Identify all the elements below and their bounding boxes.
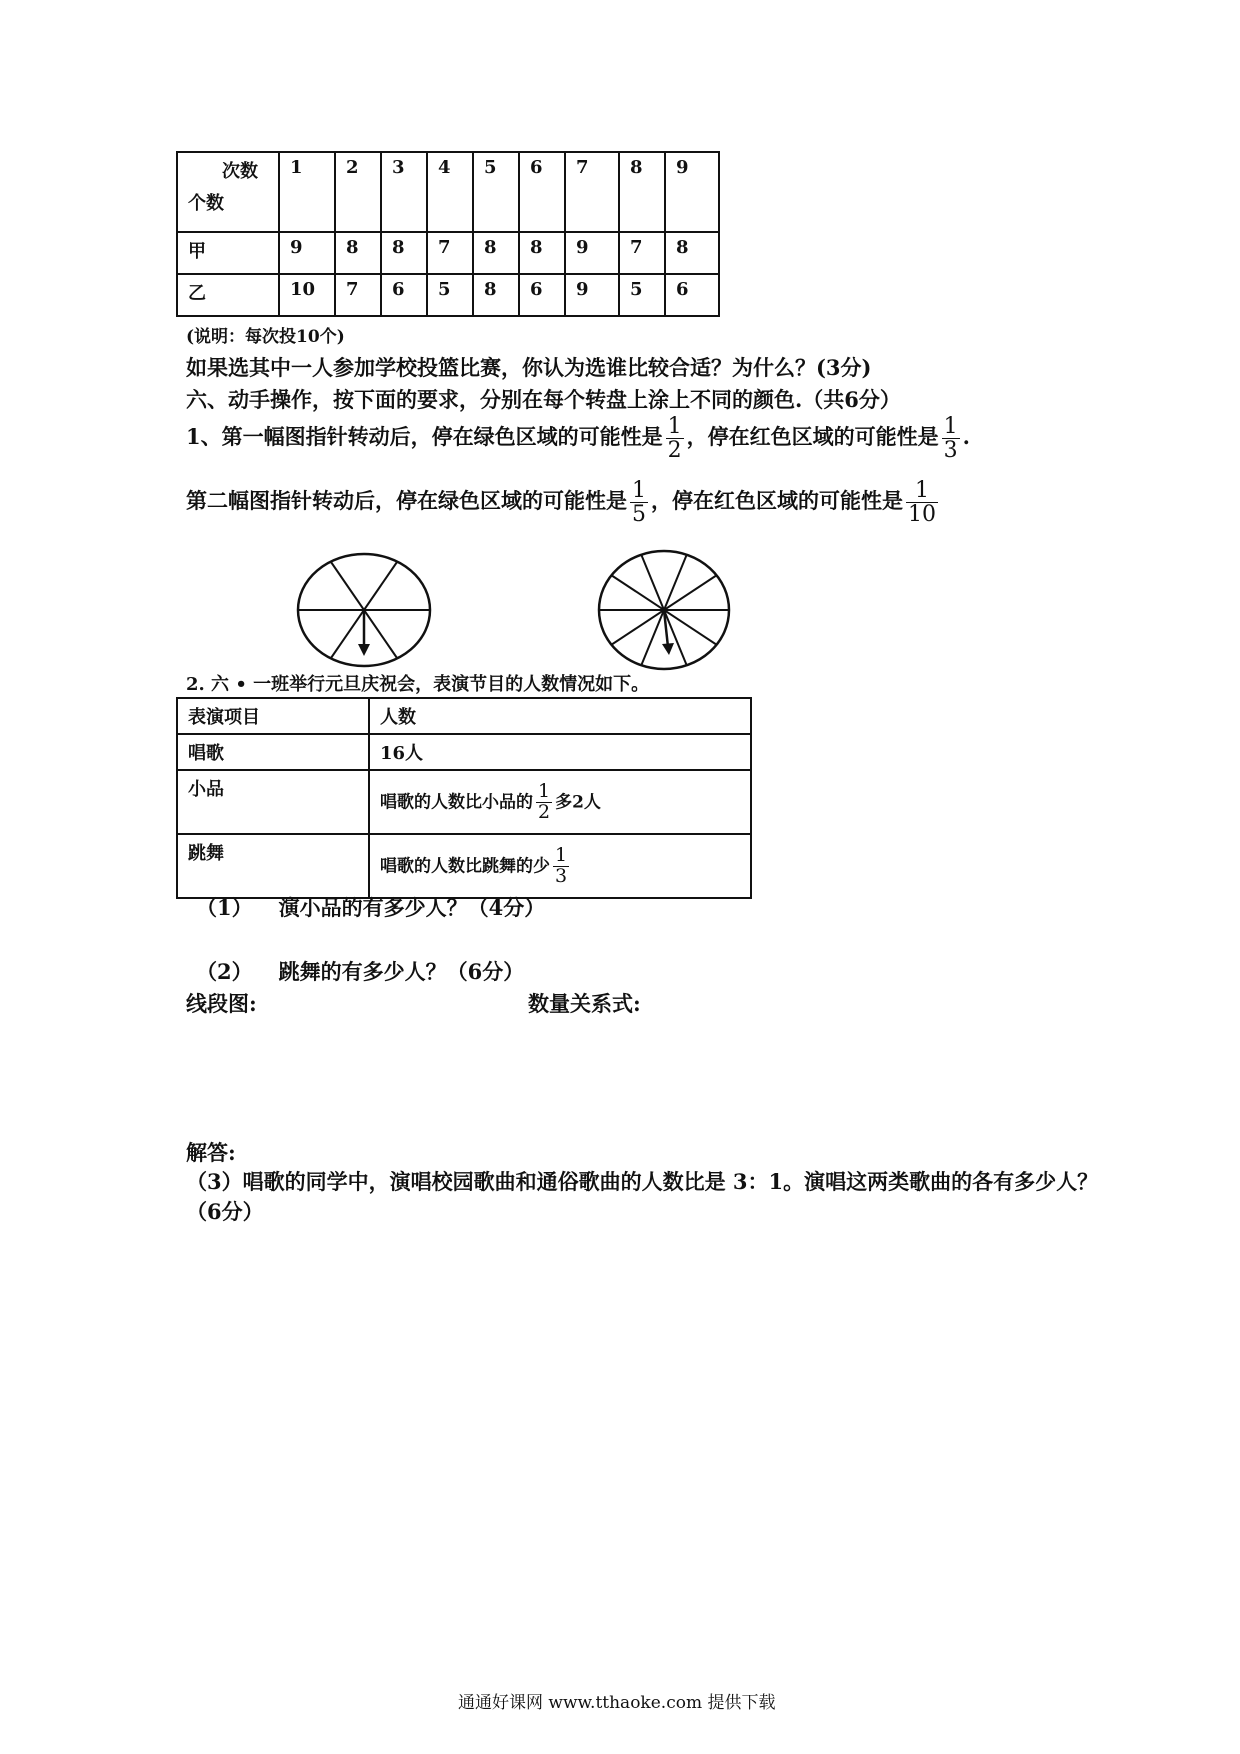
sub-question-3-score: （6分） [186, 1199, 264, 1224]
table-cell: 6 [519, 274, 565, 316]
column-header: 6 [519, 152, 565, 232]
sub-question-number: （1） [196, 895, 253, 920]
column-header: 7 [565, 152, 619, 232]
skit-fraction [536, 779, 552, 823]
performance-table [176, 697, 752, 899]
spinner-question-1 [186, 415, 970, 462]
table-row [177, 274, 719, 316]
fraction-numerator: 1 [632, 478, 646, 503]
fraction-denominator: 2 [538, 800, 551, 823]
table-cell: 8 [473, 274, 519, 316]
question-basketball: 如果选其中一人参加学校投篮比赛，你认为选谁比较合适？为什么？(3分) [186, 355, 872, 380]
relation-label: 数量关系式: [528, 991, 641, 1016]
fraction-numerator: 1 [667, 414, 682, 439]
fraction-red-2 [906, 479, 938, 526]
row-label: 跳舞 [177, 834, 369, 898]
spinner-six-sectors [296, 552, 432, 668]
spinner-q1-end: . [962, 424, 970, 450]
row-label: 甲 [177, 232, 279, 274]
column-header: 9 [665, 152, 719, 232]
fraction-numerator: 1 [943, 414, 958, 439]
sub-question-text: 演小品的有多少人？（4分） [278, 895, 546, 920]
answer-label: 解答: [186, 1140, 236, 1165]
table-cell: 7 [619, 232, 665, 274]
header-top-label: 次数 [222, 161, 258, 182]
footer: 通通好课网 www.tthaoke.com 提供下载 [458, 1693, 776, 1713]
question-2-title: 2. 六 • 一班举行元旦庆祝会，表演节目的人数情况如下。 [186, 674, 650, 695]
spinner-q1-text-2: ，停在红色区域的可能性是 [686, 424, 939, 450]
table-cell: 7 [335, 274, 381, 316]
fraction-denominator: 10 [908, 502, 936, 528]
table-row [177, 232, 719, 274]
table-row [177, 770, 751, 834]
table-row [177, 834, 751, 898]
pointer-arrowhead-icon [662, 643, 674, 655]
shots-table [176, 151, 720, 317]
table-cell [369, 834, 751, 898]
column-header: 5 [473, 152, 519, 232]
fraction-numerator: 1 [555, 843, 568, 866]
table-cell: 9 [565, 274, 619, 316]
table-cell [369, 770, 751, 834]
table-row [177, 698, 751, 734]
skit-text: 唱歌的人数比小品的 [380, 792, 533, 812]
section-six-title: 六、动手操作，按下面的要求，分别在每个转盘上涂上不同的颜色.（共6分） [186, 387, 901, 412]
column-header: 1 [279, 152, 335, 232]
table-cell: 9 [565, 232, 619, 274]
table-cell: 8 [473, 232, 519, 274]
table-cell: 7 [427, 232, 473, 274]
sub-question-text: 跳舞的有多少人？（6分） [278, 959, 525, 984]
fraction-green-1 [666, 415, 684, 462]
spinner-q1-text: 1、第一幅图指针转动后，停在绿色区域的可能性是 [186, 424, 663, 450]
table-cell: 8 [335, 232, 381, 274]
spinner-ten-sectors [597, 549, 731, 671]
header-bottom-label: 个数 [188, 193, 224, 214]
spinner-question-2 [186, 479, 941, 526]
sub-question-3: （3）唱歌的同学中，演唱校园歌曲和通俗歌曲的人数比是 3：1。演唱这两类歌曲的各有多少人？ [186, 1169, 1099, 1194]
fraction-denominator: 5 [632, 502, 646, 528]
header-cell [177, 152, 279, 232]
fraction-red-1 [942, 415, 960, 462]
pointer-arrowhead-icon [358, 644, 370, 656]
table-cell: 16人 [369, 734, 751, 770]
table-cell: 9 [279, 232, 335, 274]
column-header: 2 [335, 152, 381, 232]
table-cell: 6 [665, 274, 719, 316]
fraction-green-2 [630, 479, 648, 526]
sub-question-number: （2） [196, 959, 253, 984]
skit-text-after: 多2人 [555, 792, 601, 812]
table-cell: 8 [519, 232, 565, 274]
fraction-numerator: 1 [906, 479, 938, 503]
fraction-denominator: 3 [943, 438, 958, 464]
fraction-denominator: 2 [667, 438, 682, 464]
column-header: 4 [427, 152, 473, 232]
table-note: (说明：每次投10个) [186, 327, 345, 347]
fraction-denominator: 3 [555, 864, 568, 887]
column-header: 3 [381, 152, 427, 232]
dance-text: 唱歌的人数比跳舞的少 [380, 856, 550, 876]
row-label: 唱歌 [177, 734, 369, 770]
table-cell: 8 [665, 232, 719, 274]
sub-question-1 [196, 892, 545, 922]
table-cell: 6 [381, 274, 427, 316]
table-cell: 5 [619, 274, 665, 316]
column-header: 8 [619, 152, 665, 232]
table-cell: 5 [427, 274, 473, 316]
table-row [177, 734, 751, 770]
row-label: 乙 [177, 274, 279, 316]
column-header: 人数 [369, 698, 751, 734]
column-header: 表演项目 [177, 698, 369, 734]
table-cell: 8 [381, 232, 427, 274]
sub-question-2 [196, 956, 524, 986]
spinner-q2-text-2: ，停在红色区域的可能性是 [651, 488, 903, 514]
fraction-numerator: 1 [538, 779, 551, 802]
dance-fraction [553, 843, 569, 887]
row-label: 小品 [177, 770, 369, 834]
line-diagram-label: 线段图: [186, 991, 257, 1016]
spinner-q2-text: 第二幅图指针转动后，停在绿色区域的可能性是 [186, 488, 627, 514]
table-cell: 10 [279, 274, 335, 316]
